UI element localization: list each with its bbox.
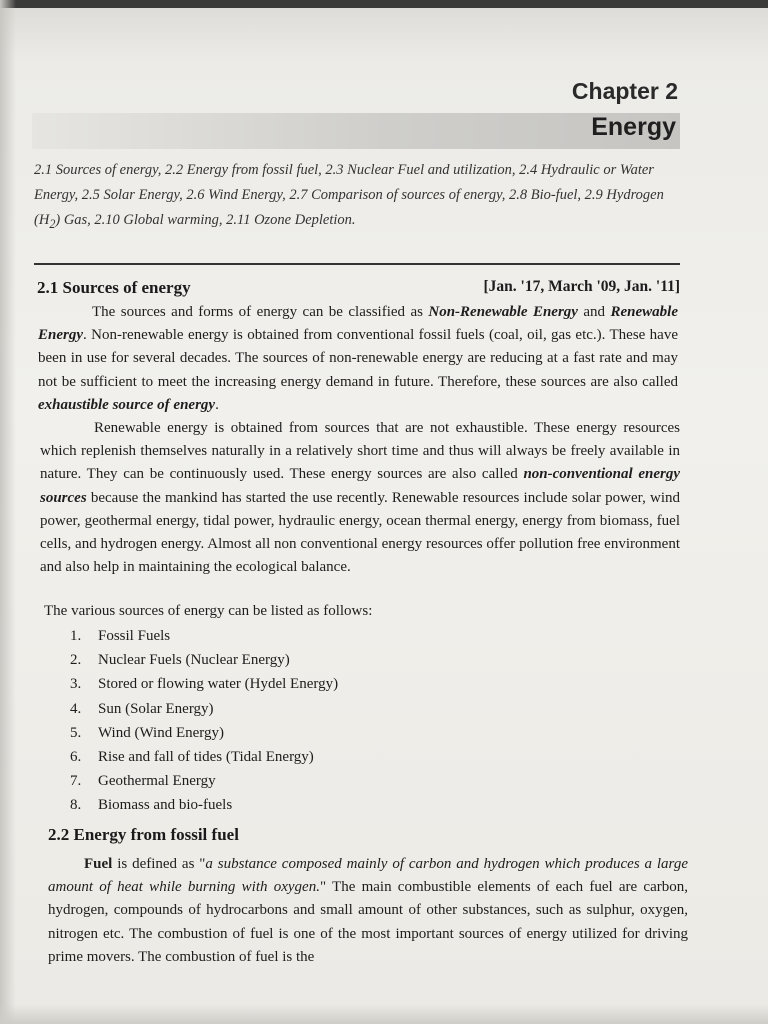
energy-sources-list [70,624,338,818]
list-item [70,648,338,672]
section-heading-2-1: 2.1 Sources of energy [37,278,191,297]
chapter-contents [34,158,679,237]
list-item-number: 3. [70,676,82,693]
page-left-shadow [0,0,16,1024]
chapter-label: Chapter 2 [571,78,678,104]
chapter-title: Energy [591,113,676,141]
contents-subscript: 2 [49,216,56,231]
term-non-renewable: Non-Renewable Energy [428,304,578,320]
p2-text-c: because the mankind has started the use recently. Renewable resources include solar power, wind power, geothermal energy, tidal power, hydraulic energy, ocean thermal energy, energy from biomass, fuel cells, and hydrogen energy. Almost all non conventional energy resources offer pollution free environment and also help in maintaining the ecological balance. [40,489,680,576]
list-item-text: Sun (Solar Energy) [98,700,214,717]
term-exhaustible: exhaustible source of energy [38,396,216,413]
p1-text-e: . Non-renewable energy is obtained from conventional fossil fuels (coal, oil, gas etc.). These have been in use for several decades. The sources of non-renewable energy are reducing at a fast rate and may not be sufficient to meet the increasing energy demand in future. Therefore, these sources are also called [38,327,678,390]
term-non-conventional: non-conventional energy sources [40,466,681,506]
term-fuel: Fuel [84,856,113,872]
p1-text-g: . [215,396,219,413]
list-item-text: Rise and fall of tides (Tidal Energy) [98,749,314,766]
paragraph-fossil-fuel [48,853,688,969]
list-item-number: 1. [70,628,82,644]
list-item-text: Biomass and bio-fuels [98,797,233,814]
p3-text-b: is defined as " [112,856,206,872]
contents-tail: ) Gas, 2.10 Global warming, 2.11 Ozone Depletion. [55,212,356,228]
list-item [70,672,338,696]
paragraph-renewable [40,417,680,579]
p1-text-c: and [577,304,611,320]
list-item-text: Geothermal Energy [98,773,216,790]
p3-text-d: " The main combustible elements of each fuel are carbon, hydrogen, compounds of hydrocarbons and small amount of other substances, such as sulphur, oxygen, nitrogen etc. The combustion of fuel is one of the most important sources of energy utilized for driving prime movers. The combustion of fuel is the [48,879,688,965]
list-item [70,624,338,648]
p2-text-a: Renewable energy is obtained from sources that are not exhaustible. These energy resources which replenish themselves naturally in a relatively short time and thus will always be freely available in nature. They can be continuously used. These energy sources are also called [40,420,680,483]
exam-dates: [Jan. '17, March '09, Jan. '11] [483,278,680,295]
chapter-title-band [32,113,680,149]
list-item [70,793,338,817]
list-item [70,745,338,769]
contents-text: 2.1 Sources of energy, 2.2 Energy from fossil fuel, 2.3 Nuclear Fuel and utilization, 2.4 Hydraulic or Water Energy, 2.5 Solar Energy, 2.6 Wind Energy, 2.7 Comparison of sources of energy, 2.8 Bio-fuel, 2.9 Hydrogen (H [34,162,664,228]
list-item [70,721,338,745]
list-item-text: Wind (Wind Energy) [98,724,224,741]
list-item [70,769,338,793]
list-item-text: Stored or flowing water (Hydel Energy) [98,676,339,693]
paragraph-non-renewable [38,301,678,417]
list-item-number: 2. [70,652,82,669]
list-item-number: 4. [70,700,82,717]
list-intro: The various sources of energy can be listed as follows: [44,603,373,619]
page-bottom-shadow [0,1004,768,1024]
p1-text-a: The sources and forms of energy can be classified as [92,304,429,320]
list-item [70,697,338,721]
list-item-number: 7. [70,773,82,790]
section-divider [34,263,680,265]
list-item-text: Fossil Fuels [98,628,171,644]
section-heading-2-2: 2.2 Energy from fossil fuel [48,825,239,844]
term-renewable: Renewable Energy [38,304,678,344]
list-item-text: Nuclear Fuels (Nuclear Energy) [98,652,290,669]
page-top-edge [0,0,768,8]
fuel-definition: a substance composed mainly of carbon and hydrogen which produces a large amount of heat while burning with oxygen. [48,856,688,896]
list-item-number: 5. [70,724,82,741]
list-item-number: 6. [70,749,82,766]
list-item-number: 8. [70,797,82,814]
